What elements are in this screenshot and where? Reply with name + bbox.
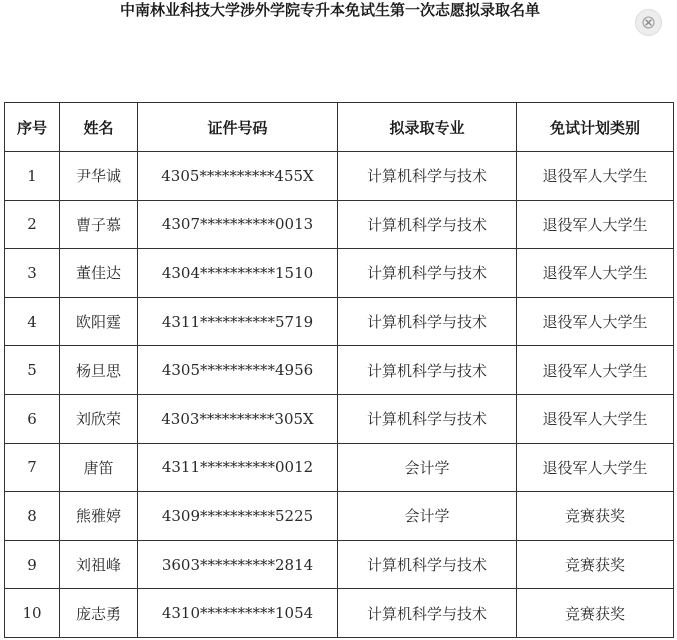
cell-seq: 3 [5,249,60,298]
table-row [5,152,674,201]
table-row [5,200,674,249]
cell-category: 退役军人大学生 [517,394,674,443]
cell-id-number: 4304**********1510 [138,249,338,298]
cell-category: 竞赛获奖 [517,492,674,541]
cell-category: 退役军人大学生 [517,297,674,346]
cell-major: 计算机科学与技术 [338,540,517,589]
header-id-number: 证件号码 [138,103,338,152]
cell-name: 尹华诚 [60,152,138,201]
cell-category: 退役军人大学生 [517,249,674,298]
cell-major: 计算机科学与技术 [338,297,517,346]
cell-category: 退役军人大学生 [517,443,674,492]
cell-major: 计算机科学与技术 [338,249,517,298]
cell-seq: 9 [5,540,60,589]
cell-name: 刘祖峰 [60,540,138,589]
cell-id-number: 4303**********305X [138,394,338,443]
header-name: 姓名 [60,103,138,152]
cell-seq: 1 [5,152,60,201]
header-seq: 序号 [5,103,60,152]
cell-seq: 10 [5,589,60,638]
cell-name: 董佳达 [60,249,138,298]
table-row [5,492,674,541]
table-row [5,297,674,346]
cell-name: 曹子慕 [60,200,138,249]
cell-name: 杨旦思 [60,346,138,395]
cell-category: 退役军人大学生 [517,346,674,395]
cell-id-number: 3603**********2814 [138,540,338,589]
cell-seq: 7 [5,443,60,492]
cell-category: 退役军人大学生 [517,152,674,201]
cell-seq: 6 [5,394,60,443]
cell-name: 庞志勇 [60,589,138,638]
cell-id-number: 4307**********0013 [138,200,338,249]
cell-id-number: 4311**********0012 [138,443,338,492]
table-row [5,394,674,443]
cell-major: 会计学 [338,443,517,492]
cell-id-number: 4305**********4956 [138,346,338,395]
cell-id-number: 4305**********455X [138,152,338,201]
table-row [5,540,674,589]
cell-category: 退役军人大学生 [517,200,674,249]
cell-name: 欧阳霆 [60,297,138,346]
cell-id-number: 4309**********5225 [138,492,338,541]
table-row [5,589,674,638]
admission-table [4,102,674,638]
cell-id-number: 4310**********1054 [138,589,338,638]
table-row [5,346,674,395]
header-major: 拟录取专业 [338,103,517,152]
cell-name: 熊雅婷 [60,492,138,541]
table-row [5,443,674,492]
cell-major: 计算机科学与技术 [338,200,517,249]
table-row [5,249,674,298]
cell-category: 竞赛获奖 [517,589,674,638]
cell-seq: 2 [5,200,60,249]
cell-name: 唐笛 [60,443,138,492]
table-header-row [5,103,674,152]
cell-major: 计算机科学与技术 [338,346,517,395]
cell-name: 刘欣荣 [60,394,138,443]
cell-id-number: 4311**********5719 [138,297,338,346]
cell-seq: 8 [5,492,60,541]
cell-seq: 5 [5,346,60,395]
cell-seq: 4 [5,297,60,346]
header-category: 免试计划类别 [517,103,674,152]
cell-major: 计算机科学与技术 [338,394,517,443]
close-icon [642,16,655,29]
cell-major: 会计学 [338,492,517,541]
page-title: 中南林业科技大学涉外学院专升本免试生第一次志愿拟录取名单 [119,1,540,19]
cell-major: 计算机科学与技术 [338,152,517,201]
cell-category: 竞赛获奖 [517,540,674,589]
cell-major: 计算机科学与技术 [338,589,517,638]
close-button[interactable] [635,9,662,36]
